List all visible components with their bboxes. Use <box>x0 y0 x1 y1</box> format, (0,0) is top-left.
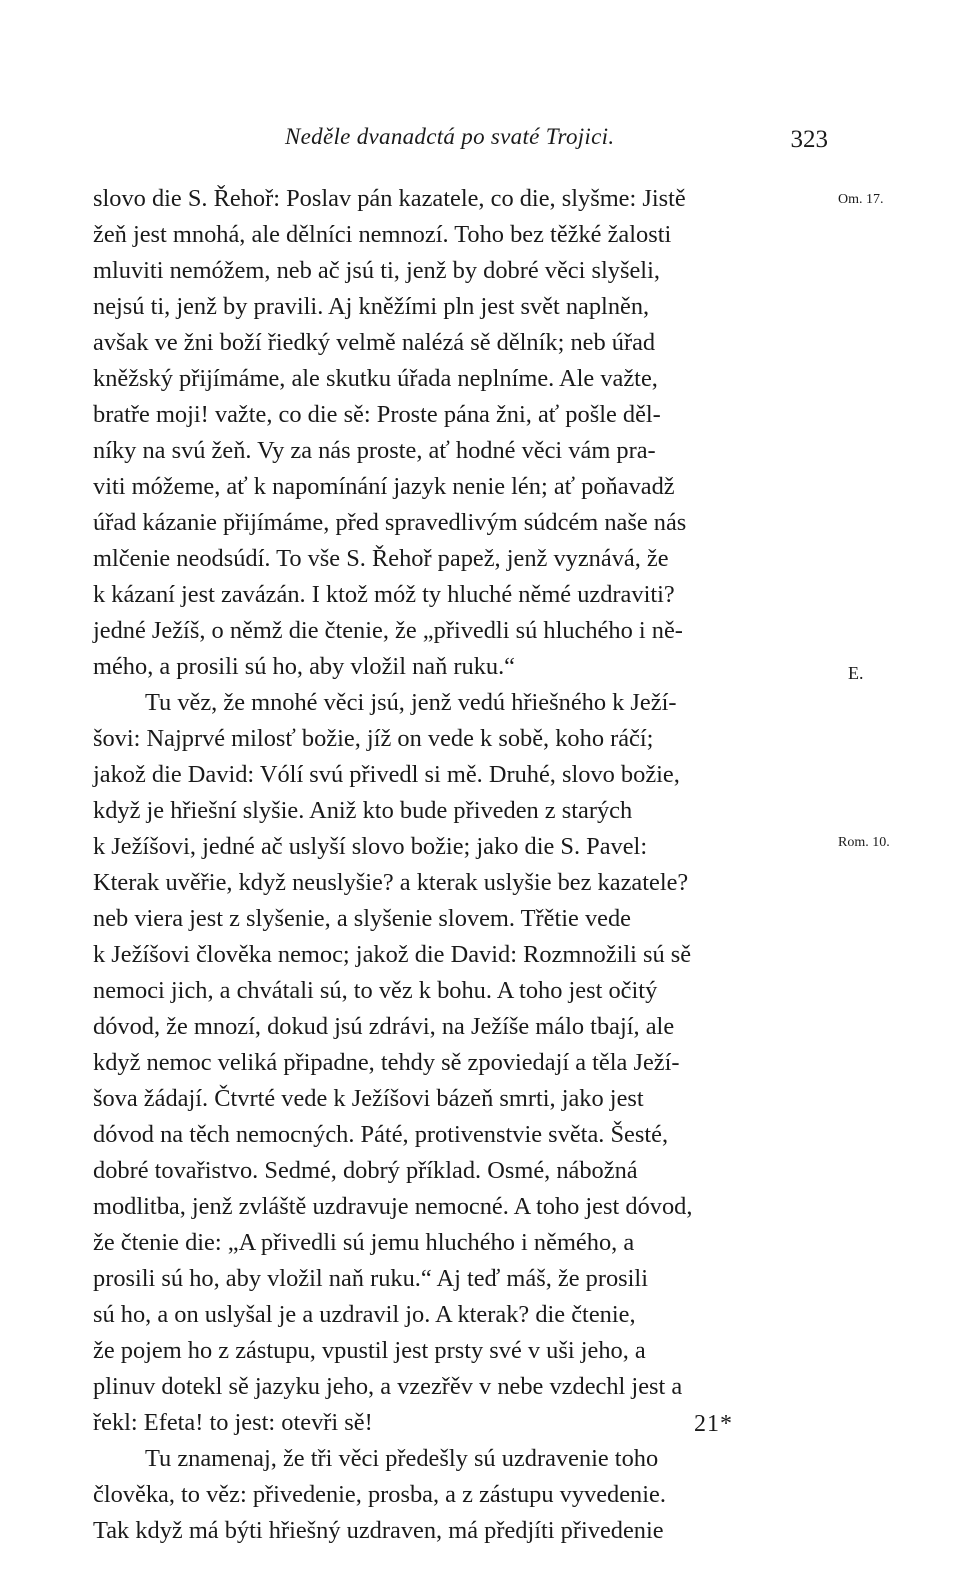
text-line: jedné Ježíš, o němž die čtenie, že „přivedli sú hluchého i ně- <box>93 617 683 644</box>
text-line: nejsú ti, jenž by pravili. Aj kněžími pln jest svět naplněn, <box>93 293 650 320</box>
text-line: bratře moji! važte, co die sě: Proste pána žni, ať pošle děl- <box>93 401 661 428</box>
text-line: Kterak uvěřie, když neuslyšie? a kterak uslyšie bez kazatele? <box>93 869 689 896</box>
text-line: když nemoc veliká připadne, tehdy sě zpoviedají a těla Ježí- <box>93 1049 680 1076</box>
text-line: neb viera jest z slyšenie, a slyšenie slovem. Třětie vede <box>93 905 631 932</box>
margin-reference: E. <box>848 663 864 683</box>
text-line: úřad kázanie přijímáme, před spravedlivým súdcém naše nás <box>93 509 687 536</box>
text-line: jakož die David: Vólí svú přivedl si mě. Druhé, slovo božie, <box>93 761 680 788</box>
text-line: šova žádají. Čtvrté vede k Ježíšovi bázeň smrti, jako jest <box>93 1085 644 1112</box>
text-line: plinuv dotekl sě jazyku jeho, a vzezřěv v nebe vzdechl jest a <box>93 1373 683 1400</box>
text-line: modlitba, jenž zvláště uzdravuje nemocné. A toho jest dóvod, <box>93 1193 693 1220</box>
page-header <box>93 120 828 160</box>
signature-mark: 21* <box>694 1411 733 1437</box>
text-line: k kázaní jest zavázán. I ktož móž ty hluché němé uzdraviti? <box>93 581 675 608</box>
text-line: když je hřiešní slyšie. Aniž kto bude přiveden z starých <box>93 797 633 824</box>
text-line: dóvod na těch nemocných. Páté, protivenstvie světa. Šesté, <box>93 1121 669 1148</box>
text-line: kněžský přijímáme, ale skutku úřada neplníme. Ale važte, <box>93 365 658 392</box>
text-line: viti móžeme, ať k napomínání jazyk nenie lén; ať poňavadž <box>93 473 675 500</box>
margin-reference: Rom. 10. <box>838 835 890 850</box>
text-line: sú ho, a on uslyšal je a uzdravil jo. A kterak? die čtenie, <box>93 1301 636 1328</box>
text-line: slovo die S. Řehoř: Poslav pán kazatele, co die, slyšme: Jistě <box>93 185 686 212</box>
text-line: mého, a prosili sú ho, aby vložil naň ruku.“ <box>93 653 516 680</box>
text-line: mlčenie neodsúdí. To vše S. Řehoř papež, jenž vyznává, že <box>93 545 669 572</box>
text-line: že čtenie die: „A přivedli sú jemu hluchého i němého, a <box>93 1229 635 1256</box>
text-line: žeň jest mnohá, ale dělníci nemnozí. Toho bez těžké žalosti <box>93 221 672 248</box>
text-line: dobré tovařistvo. Sedmé, dobrý příklad. Osmé, nábožná <box>93 1157 638 1184</box>
text-line: mluviti nemóžem, neb ač jsú ti, jenž by dobré věci slyšeli, <box>93 257 660 284</box>
body-text <box>93 181 835 1549</box>
text-line: k Ježíšovi, jedné ač uslyší slovo božie; jako die S. Pavel: <box>93 833 648 860</box>
text-line: Tak když má býti hřiešný uzdraven, má předjíti přivedenie <box>93 1517 664 1544</box>
text-line: Tu věz, že mnohé věci jsú, jenž vedú hřiešného k Ježí- <box>145 689 677 716</box>
text-line: člověka, to věz: přivedenie, prosba, a z zástupu vyvedenie. <box>93 1481 666 1508</box>
text-line: níky na svú žeň. Vy za nás proste, ať hodné věci vám pra- <box>93 437 656 464</box>
text-line: avšak ve žni boží řiedký velmě nalézá sě dělník; neb úřad <box>93 329 656 356</box>
text-line: nemoci jich, a chvátali sú, to věz k bohu. A toho jest očitý <box>93 977 658 1004</box>
text-line: řekl: Efeta! to jest: otevři sě! <box>93 1409 373 1436</box>
margin-reference: Om. 17. <box>838 192 884 207</box>
page-number: 323 <box>790 126 828 153</box>
text-line: prosili sú ho, aby vložil naň ruku.“ Aj teď máš, že prosili <box>93 1265 648 1292</box>
text-line: dóvod, že mnozí, dokud jsú zdrávi, na Ježíše málo tbají, ale <box>93 1013 675 1040</box>
text-line: šovi: Najprvé milosť božie, jíž on vede k sobě, koho ráčí; <box>93 725 654 752</box>
text-line: k Ježíšovi člověka nemoc; jakož die David: Rozmnožili sú sě <box>93 941 692 968</box>
text-line: Tu znamenaj, že tři věci předešly sú uzdravenie toho <box>145 1445 659 1472</box>
running-title: Neděle dvanadctá po svaté Trojici. <box>285 124 615 149</box>
text-line: že pojem ho z zástupu, vpustil jest prsty své v uši jeho, a <box>93 1337 646 1364</box>
